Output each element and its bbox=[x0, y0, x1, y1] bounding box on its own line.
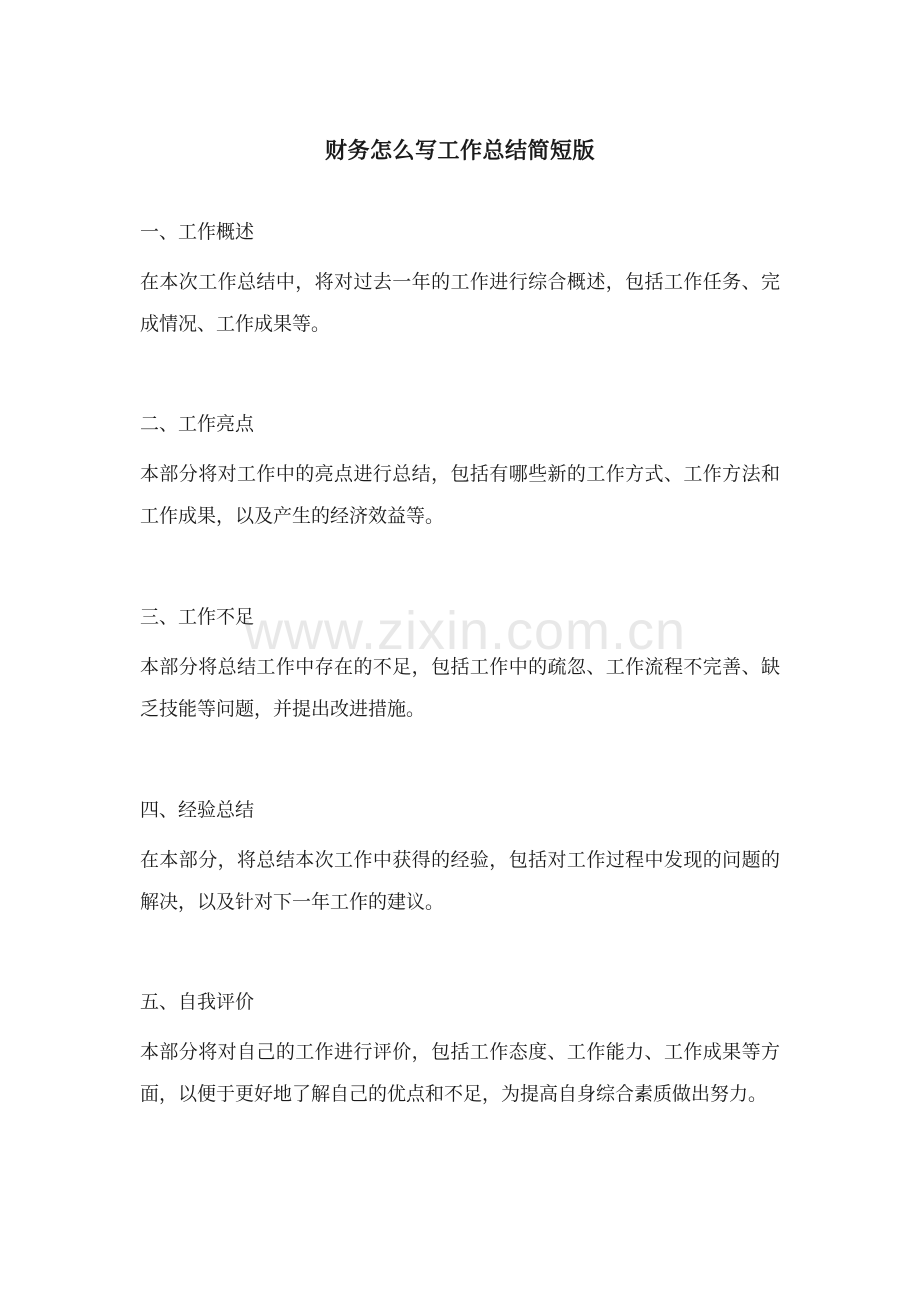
section-body: 本部分将对工作中的亮点进行总结，包括有哪些新的工作方式、工作方法和工作成果，以及产生的经济效益等。 bbox=[140, 463, 780, 527]
section-self-evaluation bbox=[140, 988, 780, 1115]
section-body: 在本次工作总结中，将对过去一年的工作进行综合概述，包括工作任务、完成情况、工作成果等。 bbox=[140, 271, 780, 335]
section-heading: 二、工作亮点 bbox=[140, 413, 255, 435]
section-work-overview bbox=[140, 218, 780, 345]
section-work-highlights bbox=[140, 410, 780, 537]
section-experience-summary bbox=[140, 796, 780, 923]
section-body: 本部分将对自己的工作进行评价，包括工作态度、工作能力、工作成果等方面，以便于更好地了解自己的优点和不足，为提高自身综合素质做出努力。 bbox=[140, 1041, 780, 1105]
section-heading: 四、经验总结 bbox=[140, 799, 255, 821]
section-body: 在本部分，将总结本次工作中获得的经验，包括对工作过程中发现的问题的解决，以及针对下一年工作的建议。 bbox=[140, 849, 780, 913]
section-heading: 三、工作不足 bbox=[140, 606, 255, 628]
section-heading: 一、工作概述 bbox=[140, 221, 255, 243]
section-body: 本部分将总结工作中存在的不足，包括工作中的疏忽、工作流程不完善、缺乏技能等问题，并提出改进措施。 bbox=[140, 656, 780, 720]
watermark-text: www.zixin.com.cn bbox=[243, 601, 687, 661]
section-heading: 五、自我评价 bbox=[140, 991, 255, 1013]
section-work-shortcomings bbox=[140, 603, 780, 730]
document-title: 财务怎么写工作总结简短版 bbox=[324, 137, 595, 164]
